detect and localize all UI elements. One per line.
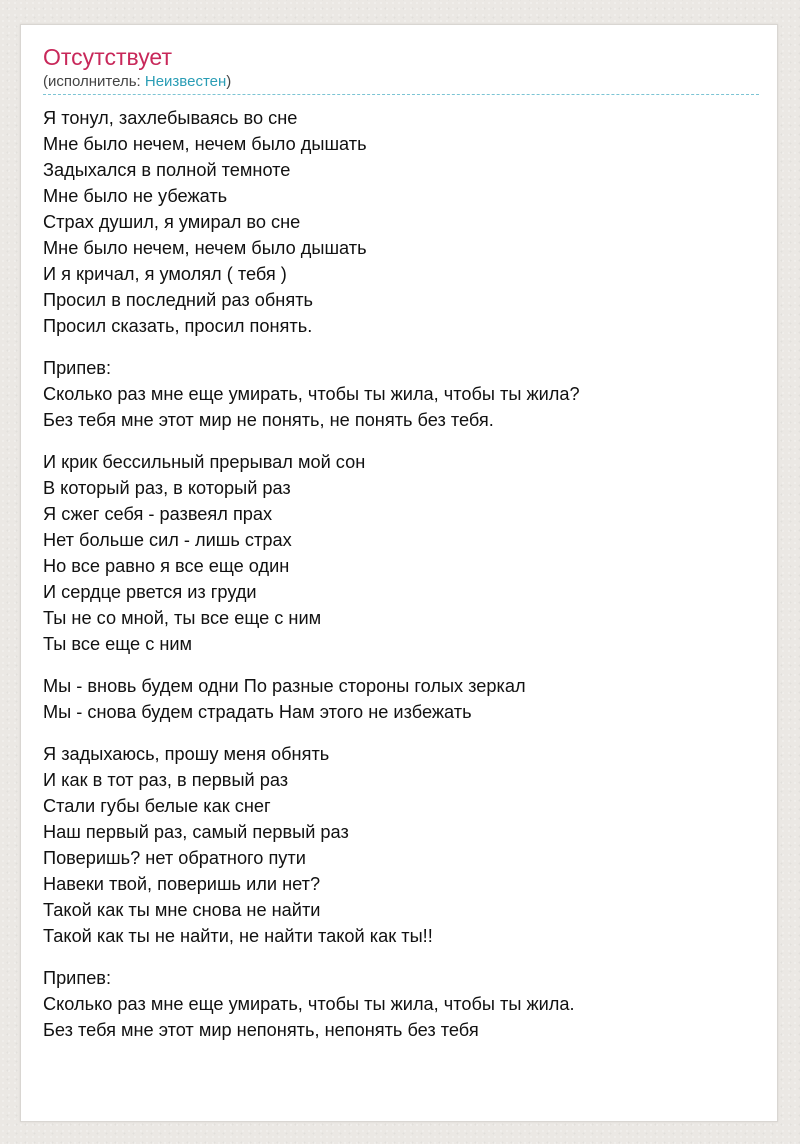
lyric-line: И как в тот раз, в первый раз (43, 770, 289, 790)
lyric-line: В который раз, в который раз (43, 478, 291, 498)
lyric-line: И я кричал, я умолял ( тебя ) (43, 264, 287, 284)
lyric-line: Такой как ты не найти, не найти такой как ты!! (43, 926, 433, 946)
lyric-line: Я задыхаюсь, прошу меня обнять (43, 744, 330, 764)
lyric-line: Просил в последний раз обнять (43, 290, 313, 310)
lyrics-card (20, 24, 778, 1122)
lyric-line: Припев: (43, 358, 112, 378)
lyric-line: Нет больше сил - лишь страх (43, 530, 292, 550)
lyric-line: Ты не со мной, ты все еще с ним (43, 608, 322, 628)
artist-prefix: (исполнитель: (43, 73, 145, 90)
artist-suffix: ) (226, 73, 232, 90)
lyric-line: Наш первый раз, самый первый раз (43, 822, 349, 842)
lyric-line: Сколько раз мне еще умирать, чтобы ты жила, чтобы ты жила? (43, 384, 580, 404)
lyric-line: Страх душил, я умирал во сне (43, 212, 301, 232)
lyrics-stanza (43, 449, 759, 657)
lyrics-stanza (43, 673, 759, 725)
lyric-line: Сколько раз мне еще умирать, чтобы ты жила, чтобы ты жила. (43, 994, 575, 1014)
lyric-line: Но все равно я все еще один (43, 556, 290, 576)
lyrics-stanza (43, 105, 759, 339)
lyric-line: Стали губы белые как снег (43, 796, 271, 816)
lyric-line: Я сжег себя - развеял прах (43, 504, 273, 524)
artist-line (43, 72, 759, 92)
lyric-line: Без тебя мне этот мир непонять, непонять без тебя (43, 1020, 479, 1040)
song-header (43, 43, 759, 92)
lyric-line: Задыхался в полной темноте (43, 160, 291, 180)
lyric-line: Мы - снова будем страдать Нам этого не избежать (43, 702, 472, 722)
lyric-line: Поверишь? нет обратного пути (43, 848, 306, 868)
header-divider (43, 94, 759, 95)
song-title: Отсутствует (43, 44, 172, 70)
artist-link[interactable]: Неизвестен (144, 73, 227, 90)
lyric-line: Такой как ты мне снова не найти (43, 900, 321, 920)
lyric-line: Без тебя мне этот мир не понять, не понять без тебя. (43, 410, 494, 430)
lyric-line: Навеки твой, поверишь или нет? (43, 874, 321, 894)
lyric-line: Просил сказать, просил понять. (43, 316, 313, 336)
lyrics-stanza (43, 965, 759, 1043)
lyric-line: Ты все еще с ним (43, 634, 193, 654)
lyrics-stanza (43, 355, 759, 433)
lyric-line: Мне было не убежать (43, 186, 228, 206)
lyric-line: Мы - вновь будем одни По разные стороны голых зеркал (43, 676, 526, 696)
lyric-line: Припев: (43, 968, 112, 988)
lyrics-stanza (43, 741, 759, 949)
lyric-line: И крик бессильный прерывал мой сон (43, 452, 366, 472)
lyrics-body (43, 105, 759, 1043)
lyric-line: И сердце рвется из груди (43, 582, 257, 602)
lyric-line: Я тонул, захлебываясь во сне (43, 108, 298, 128)
lyric-line: Мне было нечем, нечем было дышать (43, 238, 367, 258)
lyric-line: Мне было нечем, нечем было дышать (43, 134, 367, 154)
